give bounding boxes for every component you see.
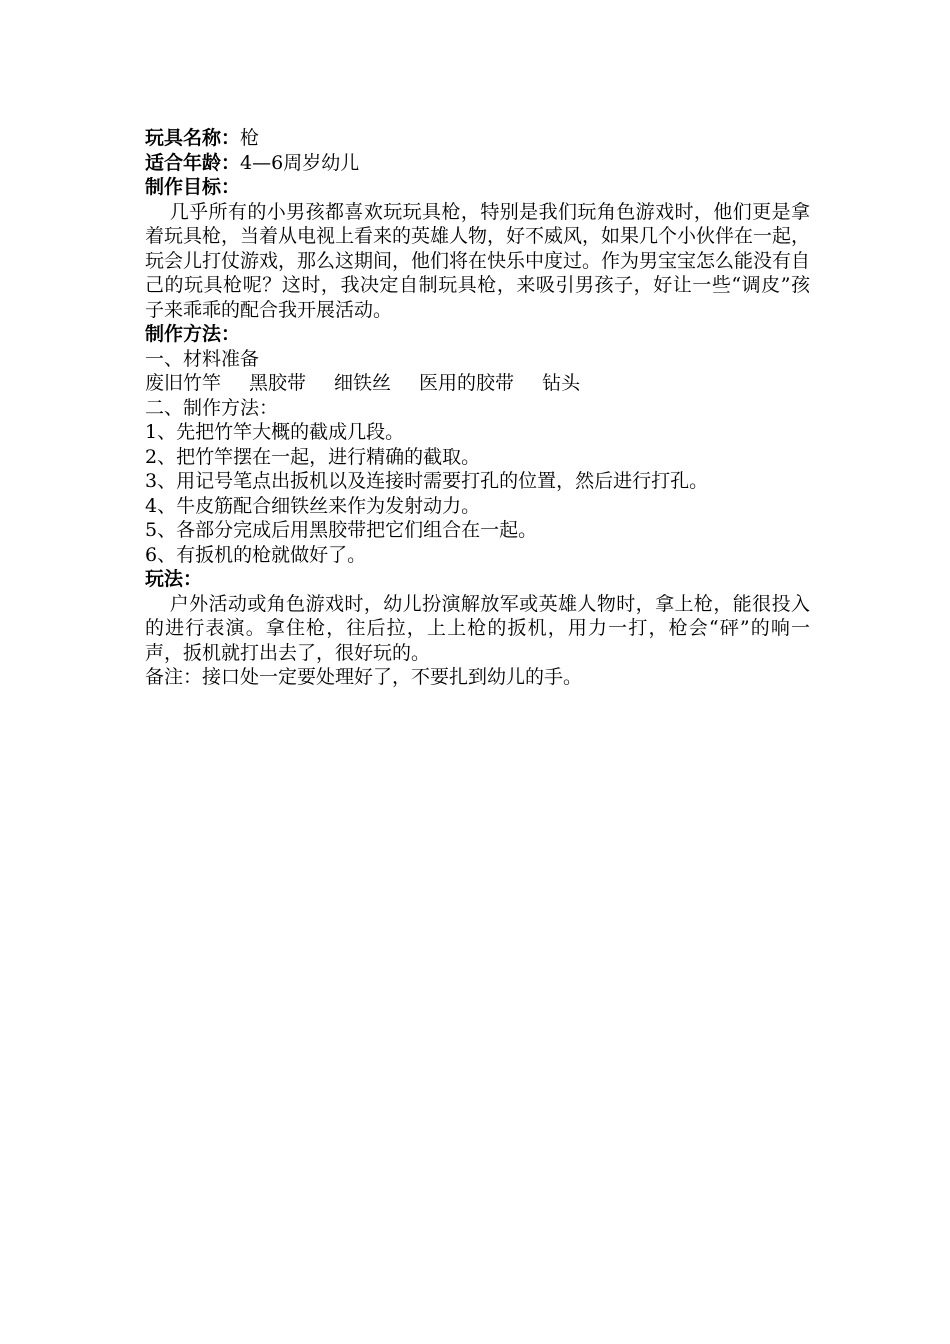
- play-paragraph: 户外活动或角色游戏时，幼儿扮演解放军或英雄人物时，拿上枪，能很投入的进行表演。拿住枪，往后拉，上上枪的扳机，用力一打，枪会“砰”的响一声，扳机就打出去了，很好玩的。: [145, 592, 810, 664]
- goal-paragraph: 几乎所有的小男孩都喜欢玩玩具枪，特别是我们玩角色游戏时，他们更是拿着玩具枪，当着从电视上看来的英雄人物，好不威风，如果几个小伙伴在一起，玩会儿打仗游戏，那么这期间，他们将在快乐中度过。作为男宝宝怎么能没有自己的玩具枪呢？这时，我决定自制玩具枪，来吸引男孩子，好让一些“调皮”孩子来乖乖的配合我开展活动。: [145, 200, 811, 321]
- method-heading: 制作方法：: [145, 323, 241, 345]
- note-line: 备注：接口处一定要处理好了，不要扎到幼儿的手。: [145, 666, 583, 688]
- step-item: 3、用记号笔点出扳机以及连接时需要打孔的位置，然后进行打孔。: [145, 470, 709, 492]
- age-label: 适合年龄：: [145, 151, 241, 174]
- age-value: 4—6周岁幼儿: [240, 151, 360, 174]
- step-item: 6、有扳机的枪就做好了。: [145, 543, 367, 566]
- material-item: 细铁丝: [334, 372, 392, 394]
- toy-name-value: 枪: [240, 127, 260, 149]
- toy-name-label: 玩具名称：: [145, 127, 241, 149]
- step-item: 2、把竹竿摆在一起，进行精确的截取。: [145, 445, 481, 468]
- material-item: 废旧竹竿: [145, 372, 222, 394]
- material-item: 钻头: [542, 372, 581, 394]
- toy-name-line: [145, 126, 810, 151]
- goal-heading: 制作目标：: [145, 176, 241, 198]
- materials-list: [145, 371, 810, 396]
- step-item: 5、各部分完成后用黑胶带把它们组合在一起。: [145, 519, 538, 541]
- material-item: 黑胶带: [249, 372, 307, 394]
- play-heading: 玩法：: [145, 568, 203, 590]
- age-line: [145, 151, 810, 176]
- document-body: [145, 126, 810, 690]
- step-item: 1、先把竹竿大概的截成几段。: [145, 421, 405, 443]
- steps-heading: 二、制作方法：: [145, 396, 279, 419]
- step-item: 4、牛皮筋配合细铁丝来作为发射动力。: [145, 494, 481, 517]
- materials-heading: 一、材料准备: [145, 347, 260, 370]
- material-item: 医用的胶带: [419, 372, 515, 394]
